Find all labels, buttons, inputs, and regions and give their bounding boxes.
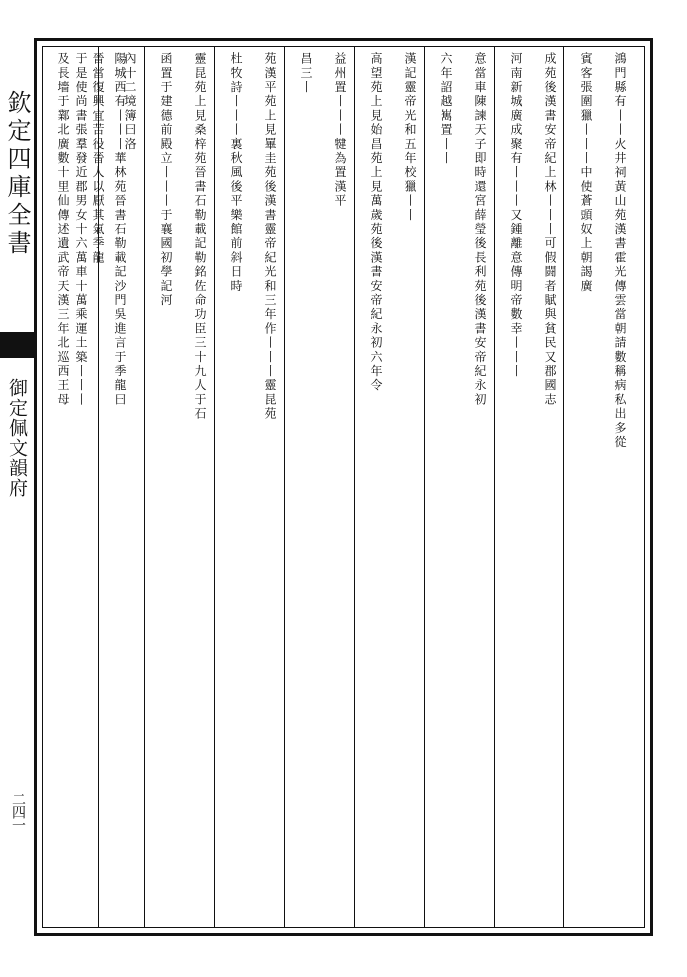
text-column-13: 靈昆苑上見桑梓苑晉書石勒載記勒銘佐命功臣三十九人于石 (193, 52, 207, 422)
margin-column (0, 40, 34, 940)
text-column-9: 益州置丨丨丨犍為置漢平 (333, 52, 347, 209)
text-column-3: 成苑後漢書安帝紀上林丨丨丨可假闘者賦與貧民又郡國志 (543, 52, 557, 407)
text-column-16: 陽城西有丨丨丨華林苑晉書石勒載記沙門吳進言于季龍曰 (113, 52, 127, 407)
text-column-19: 及長墻于鄴北廣數十里仙傳述遺武帝天漢三年北巡西王母 (56, 52, 70, 407)
text-column-17: 晉當復興宜苦役晉人以厭其氣季龍 (91, 52, 105, 265)
text-column-15: 內十二境簿曰洛 (123, 52, 137, 152)
page-number: 二四一 (10, 792, 26, 831)
text-column-18: 于是使尚書張羣發近郡男女十六萬車十萬乘運土築丨丨丨 (74, 52, 88, 407)
fishtail-mark (0, 332, 34, 358)
text-column-2: 賓客張圍獵丨丨丨中使蒼頭奴上朝謁廣 (579, 52, 593, 294)
text-column-8: 高望苑上見始昌苑上見萬歲苑後漢書安帝紀永初六年令 (369, 52, 383, 393)
text-column-10: 昌三丨 (299, 52, 313, 95)
text-column-4: 河南新城廣成聚有丨丨丨又鍾離意傳明帝數幸丨丨丨 (509, 52, 523, 379)
text-column-5: 意當車陳諫天子即時還宮薛瑩後長利苑後漢書安帝紀永初 (473, 52, 487, 407)
book-title: 御定佩文韻府 (6, 378, 28, 498)
text-column-14: 函置于建德前殿立丨丨丨于襄國初學記河 (159, 52, 173, 308)
text-column-7: 漢記靈帝光和五年校獵丨丨 (403, 52, 417, 223)
text-column-1: 鴻門縣有丨丨火井祠黃山苑漢書霍光傳雲當朝請數稱病私出多從 (613, 52, 627, 450)
text-column-6: 六年詔越嶲置丨丨 (439, 52, 453, 166)
collection-title: 欽定四庫全書 (3, 90, 31, 258)
text-column-11: 苑漢平苑上見罼圭苑後漢書靈帝紀光和三年作丨丨丨靈昆苑 (263, 52, 277, 422)
text-column-12: 杜牧詩丨丨丨裏秋風後平樂館前斜日時 (229, 52, 243, 294)
